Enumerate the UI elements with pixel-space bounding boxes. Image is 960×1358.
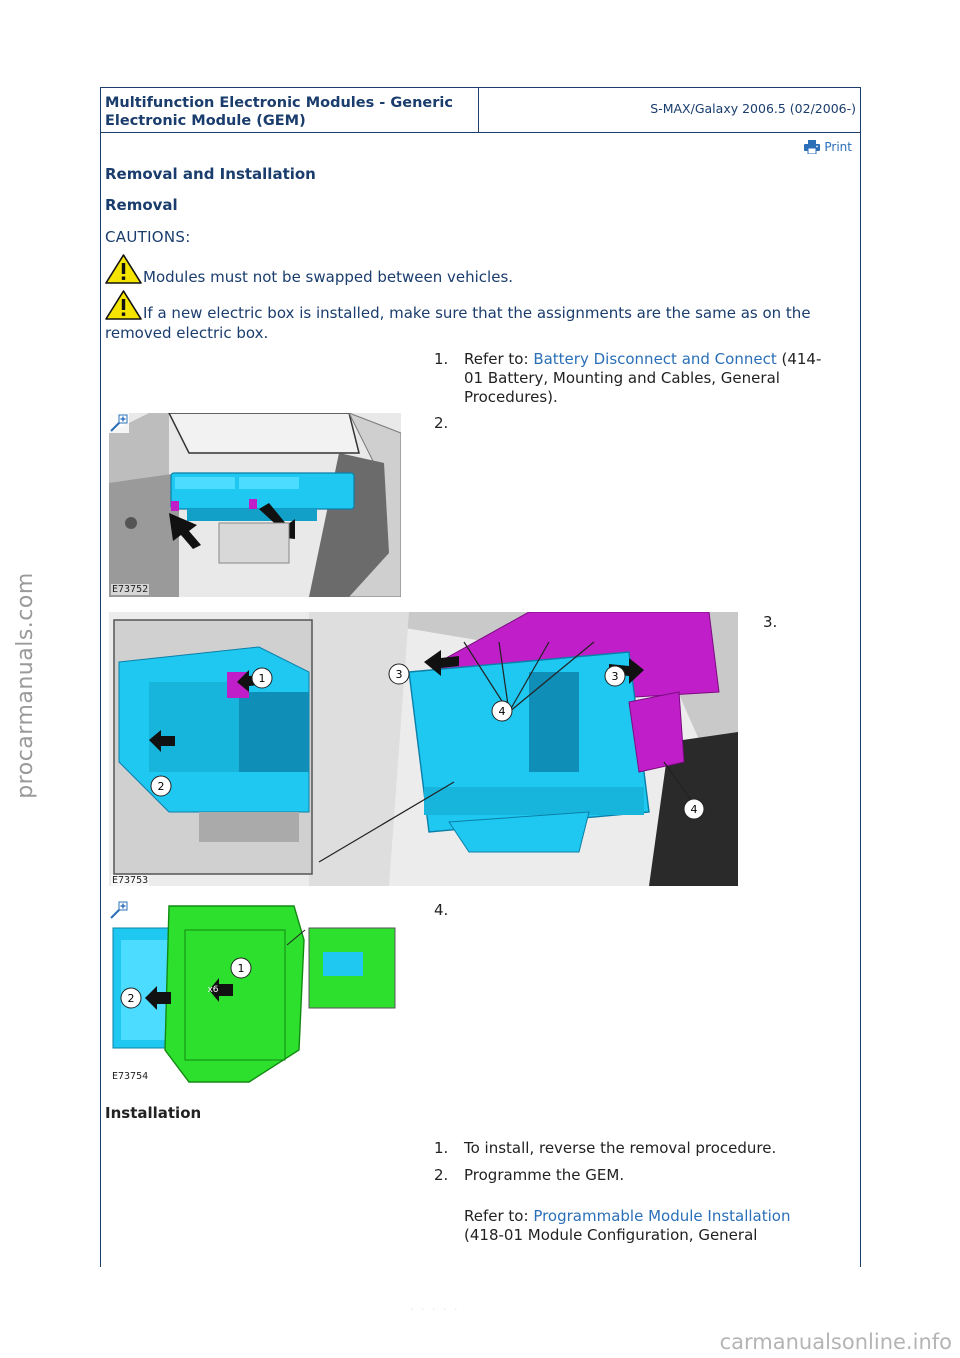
callout-2: 2 bbox=[157, 780, 165, 793]
battery-disconnect-link[interactable]: Battery Disconnect and Connect bbox=[533, 350, 777, 368]
callout-1: 1 bbox=[258, 672, 266, 685]
section-title: Removal and Installation bbox=[105, 165, 316, 183]
page-footer-faint: · · · · · bbox=[410, 1303, 460, 1316]
step-number: 1. bbox=[434, 1139, 449, 1157]
installation-reference bbox=[434, 1207, 834, 1245]
caution-item bbox=[105, 254, 845, 287]
removal-step bbox=[434, 414, 834, 433]
callout-3: 3 bbox=[395, 668, 403, 681]
step-text bbox=[464, 350, 834, 407]
programmable-module-link[interactable]: Programmable Module Installation bbox=[533, 1207, 791, 1225]
reference-suffix: (418-01 Module Configuration, General bbox=[464, 1226, 758, 1244]
callout-1: 1 bbox=[237, 962, 245, 975]
callout-3: 3 bbox=[611, 670, 619, 683]
illustration-gem-connectors bbox=[109, 612, 738, 886]
callout-4: 4 bbox=[690, 803, 698, 816]
reference-prefix: Refer to: bbox=[464, 1207, 534, 1225]
print-label: Print bbox=[824, 140, 852, 154]
reference-text bbox=[464, 1207, 834, 1245]
step-text: Programme the GEM. bbox=[464, 1166, 625, 1184]
document-header bbox=[101, 88, 860, 133]
figure-code: E73753 bbox=[112, 875, 149, 886]
step-text: To install, reverse the removal procedure. bbox=[464, 1139, 777, 1157]
printer-icon bbox=[804, 140, 820, 154]
step-prefix: Refer to: bbox=[464, 350, 534, 368]
step-suffix: (414-01 Battery, Mounting and Cables, General Procedures). bbox=[464, 350, 822, 406]
step-number: 1. bbox=[434, 350, 449, 368]
caution-text: If a new electric box is installed, make sure that the assignments are the same as on the removed electric box. bbox=[105, 304, 811, 342]
print-link[interactable] bbox=[804, 140, 852, 154]
step-number: 2. bbox=[434, 414, 449, 432]
warning-icon bbox=[105, 254, 142, 284]
caution-item bbox=[105, 290, 845, 343]
figure-code: E73752 bbox=[112, 584, 149, 595]
installation-heading: Installation bbox=[105, 1104, 202, 1122]
bottom-watermark: carmanualsonline.info bbox=[719, 1330, 952, 1354]
document-title: Multifunction Electronic Modules - Generic Electronic Module (GEM) bbox=[101, 88, 479, 133]
installation-step bbox=[434, 1139, 834, 1158]
step-number: 4. bbox=[434, 901, 449, 919]
warning-icon bbox=[105, 290, 142, 320]
installation-step bbox=[434, 1166, 834, 1185]
zoom-icon[interactable] bbox=[109, 900, 129, 920]
removal-step bbox=[763, 613, 853, 632]
cautions-label: CAUTIONS: bbox=[105, 228, 191, 246]
figure-step2 bbox=[109, 413, 401, 597]
removal-heading: Removal bbox=[105, 196, 178, 214]
quantity-mark: x6 bbox=[207, 985, 219, 995]
step-number: 3. bbox=[763, 613, 778, 631]
zoom-icon[interactable] bbox=[109, 413, 129, 433]
figure-step4 bbox=[109, 900, 397, 1084]
removal-step bbox=[434, 901, 834, 920]
step-number: 2. bbox=[434, 1166, 449, 1184]
illustration-gem-location bbox=[109, 413, 401, 597]
callout-4: 4 bbox=[498, 705, 506, 718]
caution-text: Modules must not be swapped between vehicles. bbox=[143, 268, 514, 286]
figure-code: E73754 bbox=[112, 1071, 149, 1082]
callout-2: 2 bbox=[127, 992, 135, 1005]
removal-step bbox=[434, 350, 834, 407]
side-watermark: procarmanuals.com bbox=[12, 571, 38, 799]
document-frame bbox=[100, 87, 861, 1267]
figure-step3 bbox=[109, 612, 738, 886]
model-label: S-MAX/Galaxy 2006.5 (02/2006-) bbox=[650, 101, 856, 116]
illustration-gem-bracket bbox=[109, 900, 397, 1084]
